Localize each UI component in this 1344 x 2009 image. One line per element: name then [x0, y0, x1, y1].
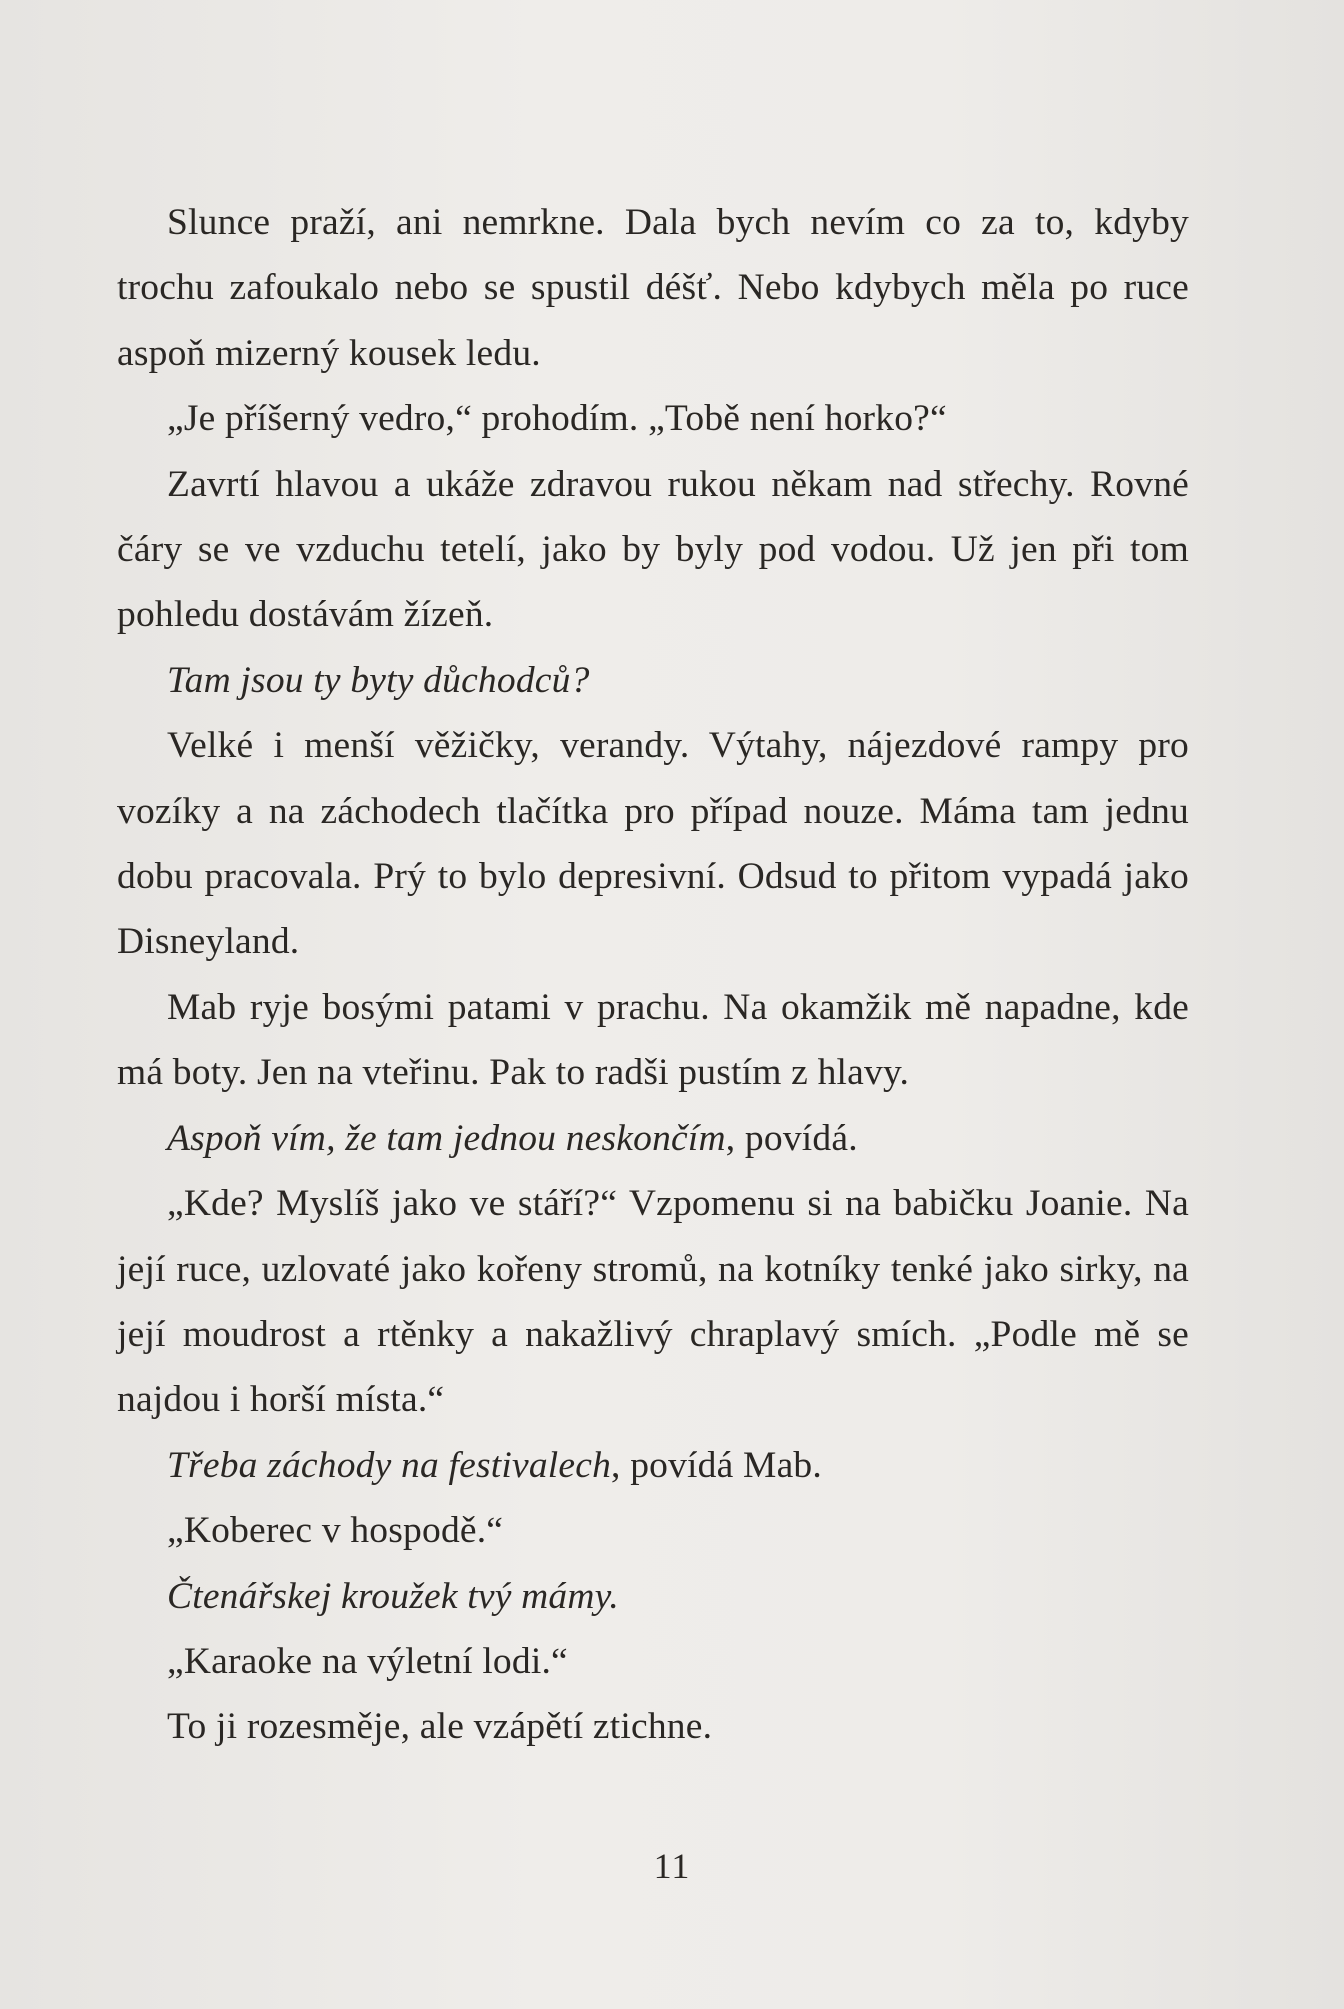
paragraph-text: Zavrtí hlavou a ukáže zdravou rukou někam nad střechy. Rovné čáry se ve vzduchu tetelí, jako by byly pod vodou. Už jen při tom pohledu dostávám žízeň. — [117, 463, 1189, 636]
paragraph — [117, 1171, 1189, 1433]
italic-text: Třeba záchody na festivalech — [167, 1444, 612, 1486]
paragraph-text: , povídá Mab. — [611, 1444, 822, 1486]
paragraph-text: , povídá. — [725, 1117, 858, 1159]
paragraph-text: „Kde? Myslíš jako ve stáří?“ Vzpomenu si na babičku Joanie. Na její ruce, uzlovaté jako kořeny stromů, na kotníky tenké jako sirky, na její moudrost a rtěnky a nakažlivý chraplavý smích. „Podle mě se najdou i horší místa.“ — [117, 1183, 1189, 1421]
paragraph-text: „Karaoke na výletní lodi.“ — [167, 1640, 568, 1682]
paragraph — [117, 190, 1189, 386]
paragraph — [117, 713, 1189, 975]
italic-text: Čtenářskej kroužek tvý mámy. — [167, 1575, 619, 1617]
paragraph — [117, 1433, 1189, 1498]
paragraph — [117, 1498, 1189, 1563]
paragraph-text: „Koberec v hospodě.“ — [167, 1510, 504, 1552]
paragraph-text: Velké i menší věžičky, verandy. Výtahy, nájezdové rampy pro vozíky a na záchodech tlačítka pro případ nouze. Máma tam jednu dobu pracovala. Prý to bylo depresivní. Odsud to přitom vypadá jako Disneyland. — [117, 725, 1189, 963]
paragraph — [117, 1694, 1189, 1759]
italic-text: Tam jsou ty byty důchodců? — [167, 659, 590, 701]
paragraph — [117, 1106, 1189, 1171]
paragraph-italic — [117, 1564, 1189, 1629]
paragraph-text: To ji rozesměje, ale vzápětí ztichne. — [167, 1706, 713, 1748]
paragraph — [117, 386, 1189, 451]
paragraph — [117, 452, 1189, 648]
page-number: 11 — [653, 1846, 691, 1886]
paragraph-text: Slunce praží, ani nemrkne. Dala bych nevím co za to, kdyby trochu zafoukalo nebo se spustil déšť. Nebo kdybych měla po ruce aspoň mizerný kousek ledu. — [117, 202, 1189, 374]
italic-text: Aspoň vím, že tam jednou neskončím — [167, 1117, 726, 1159]
body-text — [117, 190, 1189, 1760]
paragraph — [117, 975, 1189, 1106]
paragraph-italic — [117, 648, 1189, 713]
paragraph-text: Mab ryje bosými patami v prachu. Na okamžik mě napadne, kde má boty. Jen na vteřinu. Pak to radši pustím z hlavy. — [117, 986, 1189, 1094]
paragraph — [117, 1629, 1189, 1694]
paragraph-text: „Je příšerný vedro,“ prohodím. „Tobě není horko?“ — [167, 398, 947, 440]
